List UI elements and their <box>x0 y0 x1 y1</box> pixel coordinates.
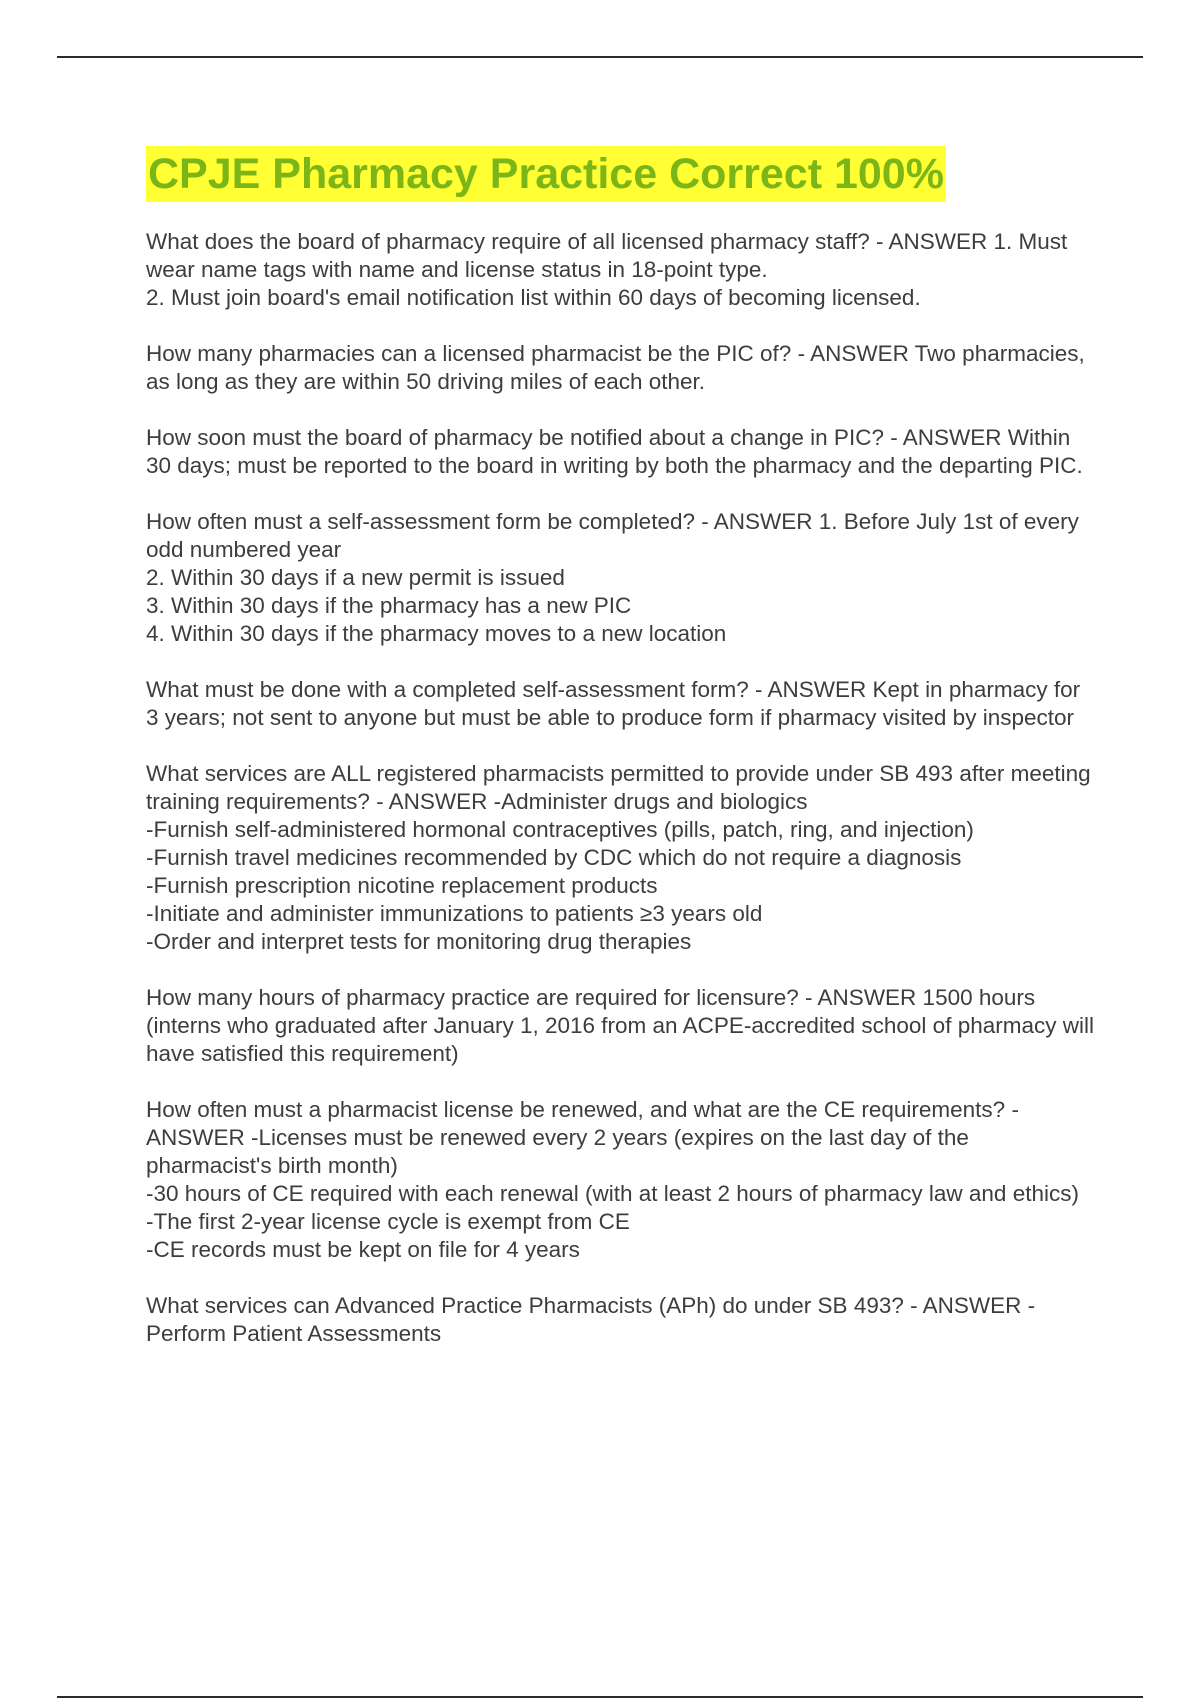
qa-answer-line: -Furnish travel medicines recommended by CDC which do not require a diagnosis <box>146 845 962 870</box>
qa-item <box>146 676 1096 732</box>
document-title: CPJE Pharmacy Practice Correct 100% <box>146 146 946 202</box>
qa-item <box>146 424 1096 480</box>
qa-question-line: What does the board of pharmacy require of all licensed pharmacy staff? - ANSWER 1. Must wear name tags with name and license status in 18-point type. <box>146 229 1068 282</box>
qa-question-line: What services are ALL registered pharmacists permitted to provide under SB 493 after meeting training requirements? - ANSWER -Administer drugs and biologics <box>146 761 1091 814</box>
qa-answer-line: -CE records must be kept on file for 4 years <box>146 1237 580 1262</box>
qa-answer-line: -Furnish self-administered hormonal contraceptives (pills, patch, ring, and injection) <box>146 817 974 842</box>
qa-question-line: How soon must the board of pharmacy be notified about a change in PIC? - ANSWER Within 30 days; must be reported to the board in writing by both the pharmacy and the departing PIC. <box>146 425 1083 478</box>
qa-item <box>146 984 1096 1068</box>
qa-question-line: How many hours of pharmacy practice are required for licensure? - ANSWER 1500 hours (interns who graduated after January 1, 2016 from an ACPE-accredited school of pharmacy will have satisfied this requirement) <box>146 985 1094 1066</box>
qa-question-line: How many pharmacies can a licensed pharmacist be the PIC of? - ANSWER Two pharmacies, as long as they are within 50 driving miles of each other. <box>146 341 1085 394</box>
qa-answer-line: 2. Must join board's email notification list within 60 days of becoming licensed. <box>146 285 921 310</box>
qa-question-line: How often must a self-assessment form be completed? - ANSWER 1. Before July 1st of every odd numbered year <box>146 509 1079 562</box>
qa-answer-line: -Initiate and administer immunizations to patients ≥3 years old <box>146 901 763 926</box>
qa-item <box>146 340 1096 396</box>
title-container <box>146 146 946 202</box>
footer-rule <box>57 1696 1143 1698</box>
qa-answer-line: 4. Within 30 days if the pharmacy moves to a new location <box>146 621 727 646</box>
qa-item <box>146 1096 1096 1264</box>
qa-question-line: What services can Advanced Practice Pharmacists (APh) do under SB 493? - ANSWER -Perform Patient Assessments <box>146 1293 1036 1346</box>
qa-question-line: What must be done with a completed self-assessment form? - ANSWER Kept in pharmacy for 3 years; not sent to anyone but must be able to produce form if pharmacy visited by inspector <box>146 677 1081 730</box>
qa-answer-line: -Furnish prescription nicotine replacement products <box>146 873 658 898</box>
qa-answer-line: -The first 2-year license cycle is exempt from CE <box>146 1209 630 1234</box>
header-rule <box>57 56 1143 58</box>
qa-answer-line: 3. Within 30 days if the pharmacy has a new PIC <box>146 593 632 618</box>
qa-answer-line: 2. Within 30 days if a new permit is issued <box>146 565 565 590</box>
qa-question-line: How often must a pharmacist license be renewed, and what are the CE requirements? - ANSWER -Licenses must be renewed every 2 years (expires on the last day of the pharmacist's birth month) <box>146 1097 1019 1178</box>
qa-answer-line: -Order and interpret tests for monitoring drug therapies <box>146 929 692 954</box>
qa-item <box>146 1292 1096 1348</box>
qa-list <box>146 228 1096 1376</box>
qa-item <box>146 760 1096 956</box>
qa-item <box>146 228 1096 312</box>
qa-answer-line: -30 hours of CE required with each renewal (with at least 2 hours of pharmacy law and ethics) <box>146 1181 1079 1206</box>
qa-item <box>146 508 1096 648</box>
